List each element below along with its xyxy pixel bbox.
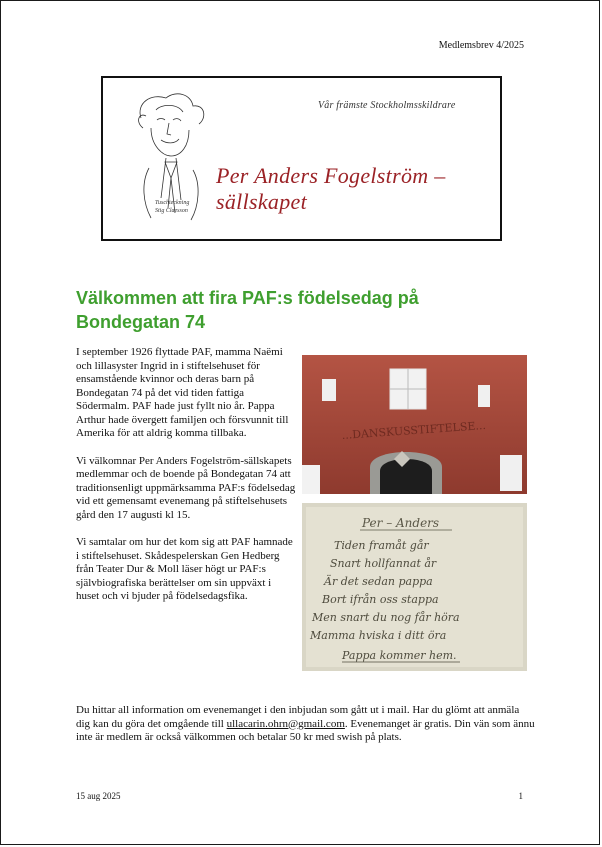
article-column — [76, 346, 296, 618]
closing-paragraph — [76, 704, 536, 745]
poem-line: Pappa kommer hem. — [342, 649, 457, 662]
closing-text-end: . Evenemanget är gratis. Din vän som ännu inte är medlem är också välkommen och betalar 50 kr med swish på plats. — [76, 717, 535, 743]
poem-line: Är det sedan pappa — [324, 575, 433, 588]
photo-sign-text: ...DANSKUSSTIFTELSE... — [341, 418, 487, 442]
poem-line: Tiden framåt går — [334, 539, 429, 552]
society-banner — [101, 76, 502, 241]
page-number: 1 — [518, 791, 523, 801]
poem-title: Per – Anders — [362, 516, 440, 530]
caption-line-1: Tuschteckning — [155, 200, 190, 206]
building-photo — [302, 355, 527, 494]
society-name: Per Anders Fogelström – sällskapet — [216, 163, 446, 214]
paragraph-3: Vi samtalar om hur det kom sig att PAF hamnade i stiftelsehuset. Skådespelerskan Gen Hedberg från Teater Dur & Moll läser högt ur PAF:s självbiografiska berättelser om sin uppväxt i huset och vi bjuder på födelsedagsfika. — [76, 536, 293, 602]
poem-line: Bort ifrån oss stappa — [322, 593, 439, 606]
email-link[interactable]: ullacarin.ohrn@gmail.com — [226, 717, 345, 730]
caption-line-2: Stig Claesson — [155, 208, 188, 214]
closing-text-start: Du hittar all information om evenemanget i den inbjudan som gått ut i mail. Har du glömt att anmäla dig kan du göra det omgående till — [76, 704, 520, 730]
paragraph-2: Vi välkomnar Per Anders Fogelström-sällskapets medlemmar och de boende på Bondegatan 74 att traditionsenligt uppmärksamma PAF:s födelsedag vid ett gemensamt evenemang på stiftelsehusets gård den 17 augusti kl 15. — [76, 454, 296, 521]
poem-line: Mamma hviska i ditt öra — [310, 629, 447, 642]
footer-date: 15 aug 2025 — [76, 791, 121, 801]
paragraph-1: I september 1926 flyttade PAF, mamma Naëmi och lillasyster Ingrid in i stiftelsehuset för ensamstående kvinnor och deras barn på Bondegatan 74 på det vid tiden fattiga Södermalm. PAF hade just fyllt nio år. Pappa Arthur hade övergett familjen och försvunnit till Amerika för att aldrig komma tillbaka. — [76, 346, 289, 439]
handwritten-poem-photo — [302, 503, 527, 671]
banner-tagline: Vår främste Stockholmsskildrare — [318, 100, 456, 111]
portrait-caption — [155, 199, 189, 215]
poem-line: Snart hollfannat år — [330, 557, 437, 570]
newsletter-issue: Medlemsbrev 4/2025 — [438, 40, 524, 51]
article-title: Välkommen att fira PAF:s födelsedag på Bondegatan 74 — [76, 288, 419, 332]
poem-line: Men snart du nog får höra — [312, 611, 460, 624]
